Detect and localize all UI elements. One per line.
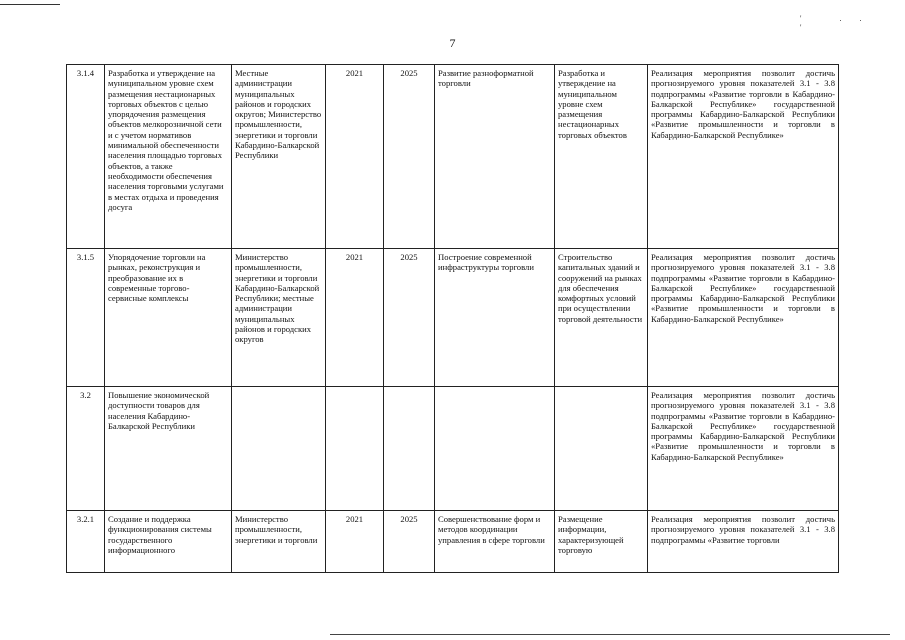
measures-table [66,64,839,573]
table-row [67,511,839,573]
top-left-rule [0,4,60,5]
content-cell: Разработка и утверждение на муниципальном уровне схем размещения нестационарных торговых объектов [555,65,648,249]
start-year-cell: 2021 [326,249,384,387]
start-year-cell: 2021 [326,511,384,573]
start-year-cell [326,387,384,511]
content-cell: Строительство капитальных зданий и сооружений на рынках для обеспечения комфортных условий при осуществлении торговой деятельности [555,249,648,387]
end-year-cell [384,387,435,511]
executor-cell: Местные администрации муниципальных районов и городских округов; Министерство промышленности, энергетики и торговли Кабардино-Балкарской Республики [232,65,326,249]
table-row [67,65,839,249]
page-number: 7 [449,36,456,50]
row-number-cell: 3.1.5 [67,249,105,387]
measure-name-cell: Разработка и утверждение на муниципальном уровне схем размещения нестационарных торговых объектов с целью упорядочения размещения объектов мелкорозничной сети и с учетом нормативов минимальной обеспеченности населения площадью торговых объектов, а также необходимости обеспечения населения торговыми услугами в местах отдыха и проведения досуга [105,65,232,249]
end-year-cell: 2025 [384,249,435,387]
executor-cell: Министерство промышленности, энергетики и торговли [232,511,326,573]
table-row [67,249,839,387]
end-year-cell: 2025 [384,511,435,573]
corner-marks: ' .. ' [800,14,880,32]
direction-cell: Развитие разноформатной торговли [435,65,555,249]
end-year-cell: 2025 [384,65,435,249]
result-cell: Реализация мероприятия позволит достичь прогнозируемого уровня показателей 3.1 - 3.8 подпрограммы «Развитие торговли в Кабардино-Балкарской Республике» государственной программы Кабардино-Балкарской Республики «Развитие промышленности и торговли в Кабардино-Балкарской Республике» [648,65,839,249]
measure-name-cell: Упорядочение торговли на рынках, реконструкция и преобразование их в современные торгово-сервисные комплексы [105,249,232,387]
bottom-rule [330,634,890,635]
content-cell [555,387,648,511]
direction-cell [435,387,555,511]
start-year-cell: 2021 [326,65,384,249]
row-number-cell: 3.2.1 [67,511,105,573]
result-cell: Реализация мероприятия позволит достичь прогнозируемого уровня показателей 3.1 - 3.8 подпрограммы «Развитие торговли [648,511,839,573]
direction-cell: Построение современной инфраструктуры торговли [435,249,555,387]
measure-name-cell: Повышение экономической доступности товаров для населения Кабардино-Балкарской Республики [105,387,232,511]
executor-cell [232,387,326,511]
direction-cell: Совершенствование форм и методов координации управления в сфере торговли [435,511,555,573]
table-row [67,387,839,511]
row-number-cell: 3.2 [67,387,105,511]
row-number-cell: 3.1.4 [67,65,105,249]
result-cell: Реализация мероприятия позволит достичь прогнозируемого уровня показателей 3.1 - 3.8 подпрограммы «Развитие торговли в Кабардино-Балкарской Республике» государственной программы Кабардино-Балкарской Республики «Развитие промышленности и торговли в Кабардино-Балкарской Республике» [648,249,839,387]
measure-name-cell: Создание и поддержка функционирования системы государственного информационного [105,511,232,573]
result-cell: Реализация мероприятия позволит достичь прогнозируемого уровня показателей 3.1 - 3.8 подпрограммы «Развитие торговли в Кабардино-Балкарской Республике» государственной программы Кабардино-Балкарской Республики «Развитие промышленности и торговли в Кабардино-Балкарской Республике» [648,387,839,511]
executor-cell: Министерство промышленности, энергетики и торговли Кабардино-Балкарской Республики; местные администрации муниципальных районов и городских округов [232,249,326,387]
content-cell: Размещение информации, характеризующей торговую [555,511,648,573]
